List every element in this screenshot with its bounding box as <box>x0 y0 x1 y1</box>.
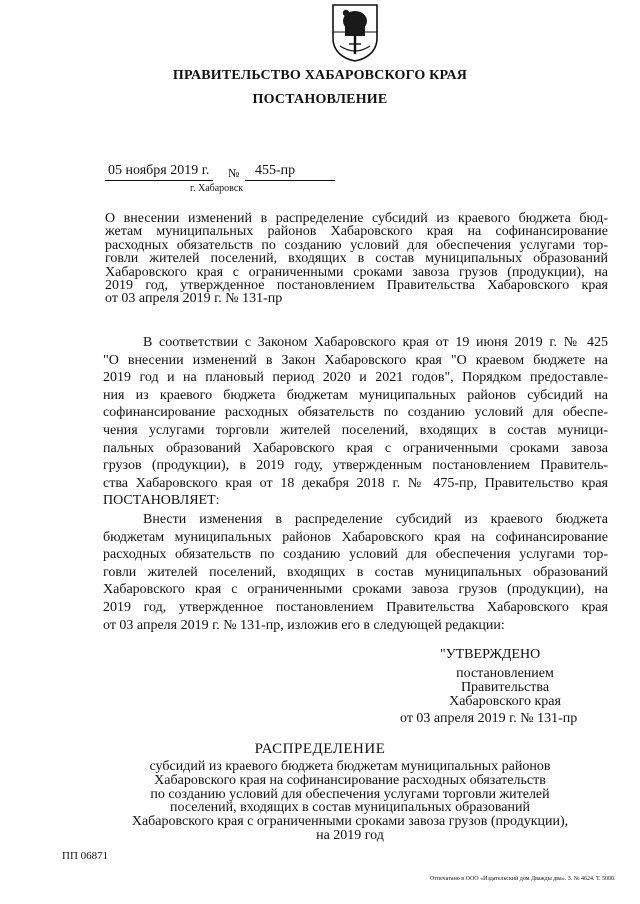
distribution-subtitle: субсидий из краевого бюджета бюджетам муниципальных районов Хабаровского края на софинансирование расходных обязательств по созданию условий для обеспечения услугами торговли жителей поселений, входящих в состав муниципальных образований Хабаровского края с ограниченными сроками завоза грузов (продукции), на 2019 год <box>131 759 569 843</box>
resolution-paragraph: Внести изменения в распределение субсидий из краевого бюджета бюджетам муниципальных районов Хабаровского края на софинансирование расходных обязательств по созданию условий для обеспечения услугами тор- говли жителей поселений, входящих в состав муниципальных образований Хабаровского края с ограниченными сроками завоза грузов (продукции), на 2019 год, утвержденное постановлением Правительства Хабаровского края от 03 апреля 2019 г. № 131-пр, изложив его в следующей редакции: <box>103 512 608 633</box>
document-type-title: ПОСТАНОВЛЕНИЕ <box>252 92 388 107</box>
document-city: г. Хабаровск <box>190 183 244 194</box>
number-label: № <box>228 166 240 180</box>
approval-stamp: постановлением Правительства Хабаровского края <box>449 666 561 709</box>
government-title: ПРАВИТЕЛЬСТВО ХАБАРОВСКОГО КРАЯ <box>172 68 468 83</box>
approval-date: от 03 апреля 2019 г. № 131-пр <box>400 711 578 726</box>
document-number: 455-пр <box>255 163 296 178</box>
coat-of-arms-emblem <box>330 2 380 62</box>
distribution-heading: РАСПРЕДЕЛЕНИЕ <box>254 741 386 757</box>
preamble-paragraph: В соответствии с Законом Хабаровского края от 19 июня 2019 г. № 425 "О внесении изменений в Закон Хабаровского края "О краевом бюджете на 2019 год и на плановый период 2020 и 2021 годов", Порядком предоставле- ния из краевого бюджета бюджетам муниципальных районов субсидий на софинансирование расходных обязательств по созданию условий для обеспе- чения услугами торговли жителей поселений, входящих в состав муници- пальных образований Хабаровского края с ограниченными сроками завоза грузов (продукции), в 2019 году, утвержденным постановлением Правитель- ства Хабаровского края от 18 декабря 2018 г. № 475-пр, Правительство края ПОСТАНОВЛЯЕТ: <box>103 335 608 509</box>
printer-note: Отпечатано в ООО «Издательский дом Дважды два». З. № 4624. Т. 5000. <box>430 876 616 882</box>
document-subject: О внесении изменений в распределение субсидий из краевого бюджета бюд- жетам муниципальных районов Хабаровского края на софинансирование расходных обязательств по созданию условий для обеспечения услугами тор- говли жителей поселений, входящих в состав муниципальных образований Хабаровского края с ограниченными сроками завоза грузов (продукции), на 2019 год, утвержденное постановлением Правительства Хабаровского края от 03 апреля 2019 г. № 131-пр <box>105 211 608 307</box>
document-date: 05 ноября 2019 г. <box>108 163 210 178</box>
approval-heading: "УТВЕРЖДЕНО <box>440 647 541 662</box>
document-code: ПП 06871 <box>62 850 109 862</box>
